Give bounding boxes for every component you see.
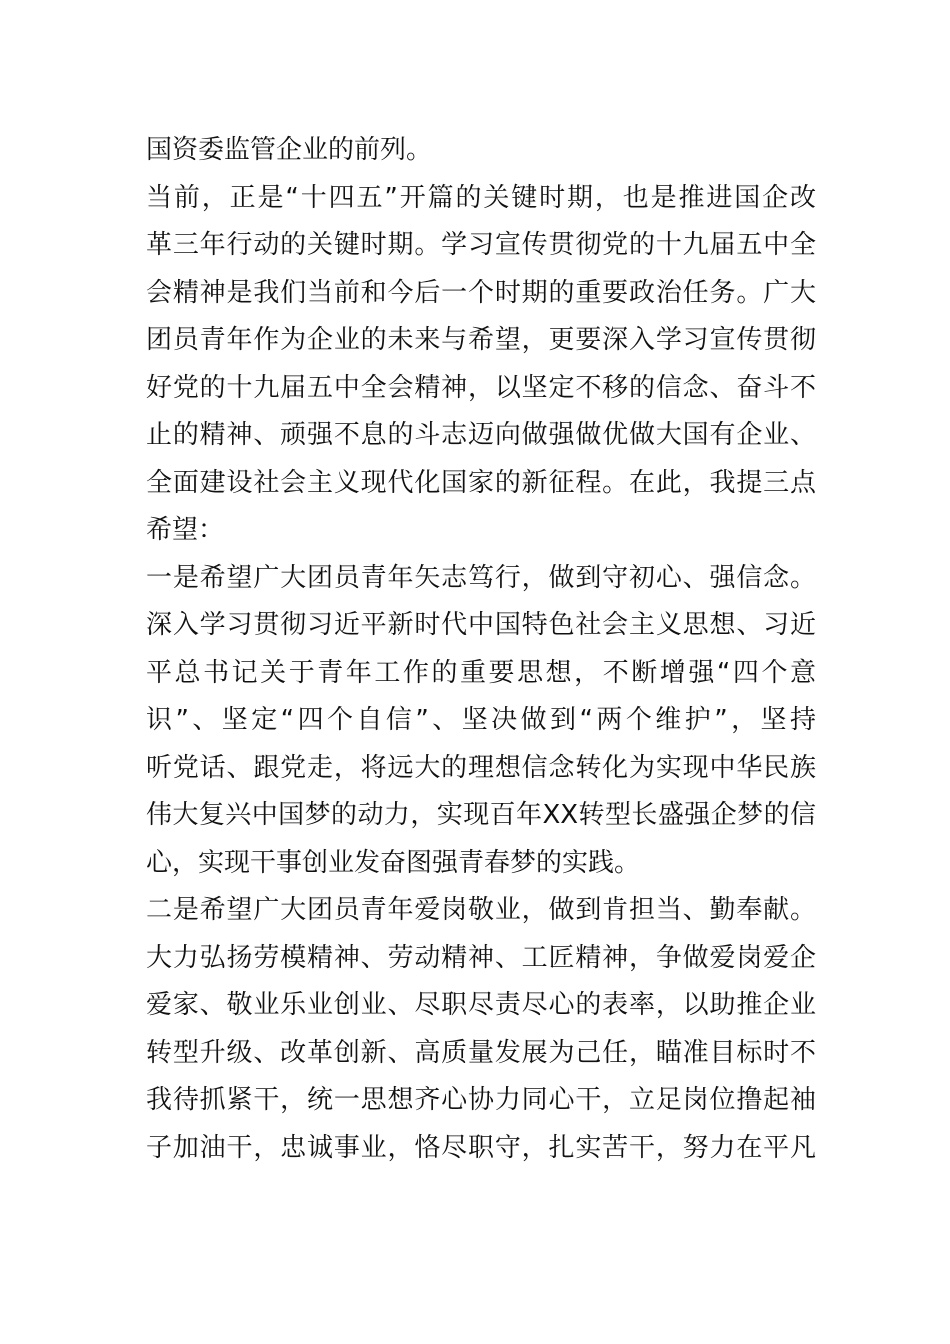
text-line: 识”、坚定“四个自信”、坚决做到“两个维护”，坚持 [146,705,816,735]
text-line: 希望： [146,515,225,545]
text-line: 深入学习贯彻习近平新时代中国特色社会主义思想、习近 [146,610,816,640]
text-line: 当前，正是“十四五”开篇的关键时期，也是推进国企改 [146,182,816,213]
text-line: 革三年行动的关键时期。学习宣传贯彻党的十九届五中全 [146,230,816,260]
body-text [146,127,816,1172]
text-line: 平总书记关于青年工作的重要思想，不断增强“四个意 [146,657,816,688]
text-line: 好党的十九届五中全会精神，以坚定不移的信念、奋斗不 [146,372,816,403]
text-line: 子加油干，忠诚事业，恪尽职守，扎实苦干，努力在平凡 [146,1132,816,1163]
text-line: 一是希望广大团员青年矢志笃行，做到守初心、强信念。 [146,562,816,593]
text-line: 团员青年作为企业的未来与希望，更要深入学习宣传贯彻 [146,325,816,355]
text-line: 转型升级、改革创新、高质量发展为己任，瞄准目标时不 [146,1037,816,1068]
text-line: 会精神是我们当前和今后一个时期的重要政治任务。广大 [146,277,816,308]
text-line: 心，实现干事创业发奋图强青春梦的实践。 [146,847,641,878]
text-line: 止的精神、顽强不息的斗志迈向做强做优做大国有企业、 [146,420,816,450]
text-line: 听党话、跟党走，将远大的理想信念转化为实现中华民族 [146,752,816,783]
text-line: 国资委监管企业的前列。 [146,135,433,165]
text-line: 伟大复兴中国梦的动力，实现百年XX转型长盛强企梦的信 [146,800,816,830]
text-line: 我待抓紧干，统一思想齐心协力同心干，立足岗位撸起袖 [146,1085,816,1115]
text-line: 大力弘扬劳模精神、劳动精神、工匠精神，争做爱岗爱企 [146,942,816,973]
text-line: 爱家、敬业乐业创业、尽职尽责尽心的表率，以助推企业 [146,990,816,1020]
text-line: 二是希望广大团员青年爱岗敬业，做到肯担当、勤奉献。 [146,895,816,925]
text-line: 全面建设社会主义现代化国家的新征程。在此，我提三点 [146,467,816,498]
